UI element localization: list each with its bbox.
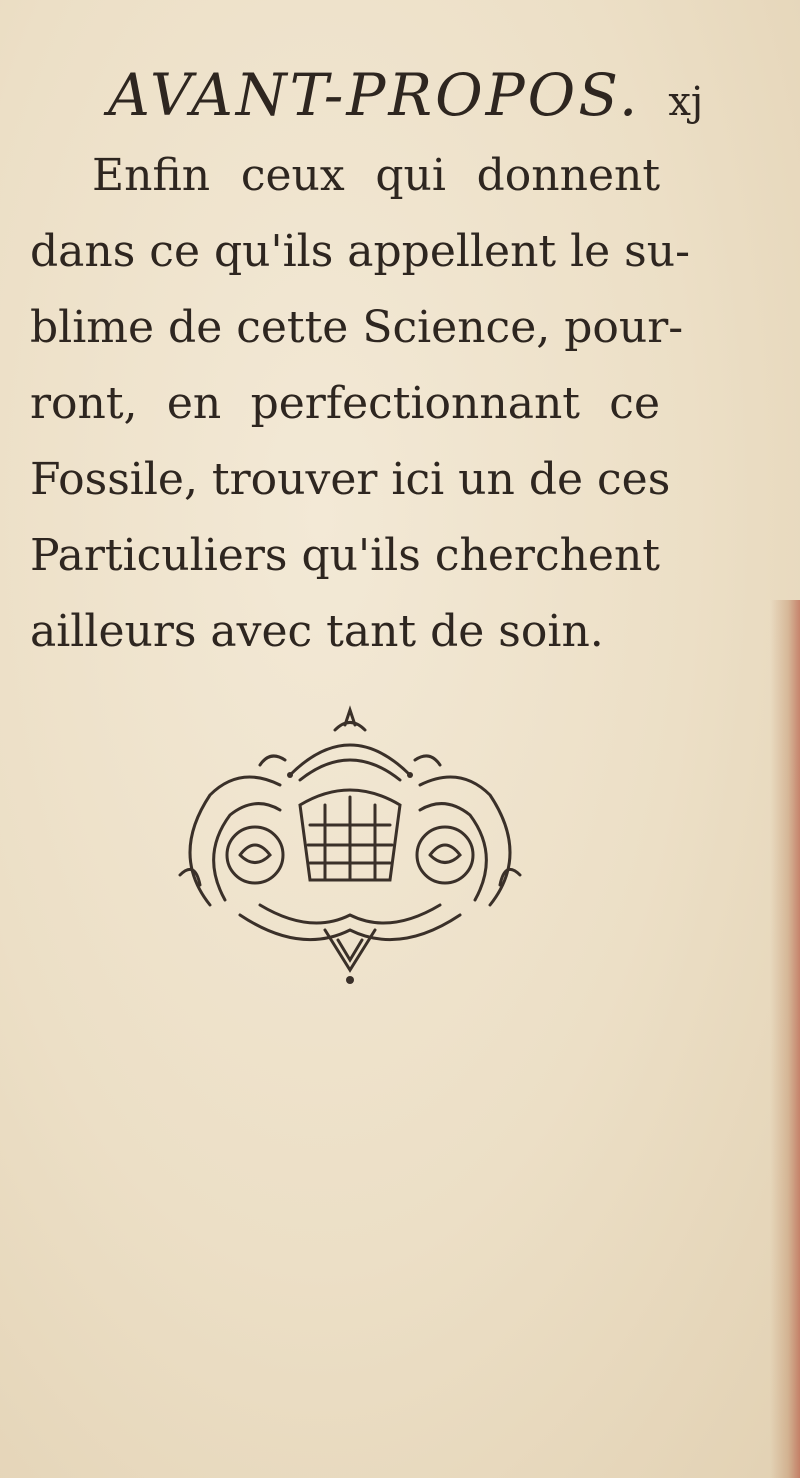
text-line: Fossile, trouver ici un de ces	[30, 454, 671, 505]
page-edge-stain	[770, 600, 800, 1478]
text-line: Enfin ceux qui donnent	[92, 150, 660, 201]
text-line: ailleurs avec tant de soin.	[30, 606, 604, 657]
running-head-title: AVANT-PROPOS.	[108, 61, 641, 129]
text-line: blime de cette Science, pour-	[30, 302, 684, 353]
floral-basket-vignette-icon	[140, 705, 560, 985]
text-line: ront, en perfectionnant ce	[30, 378, 660, 429]
paragraph	[30, 138, 690, 670]
running-head	[108, 61, 704, 135]
text-line: Particuliers qu'ils cherchent	[30, 530, 660, 581]
page-number: xj	[668, 79, 704, 125]
text-line: dans ce qu'ils appellent le su-	[30, 226, 690, 277]
